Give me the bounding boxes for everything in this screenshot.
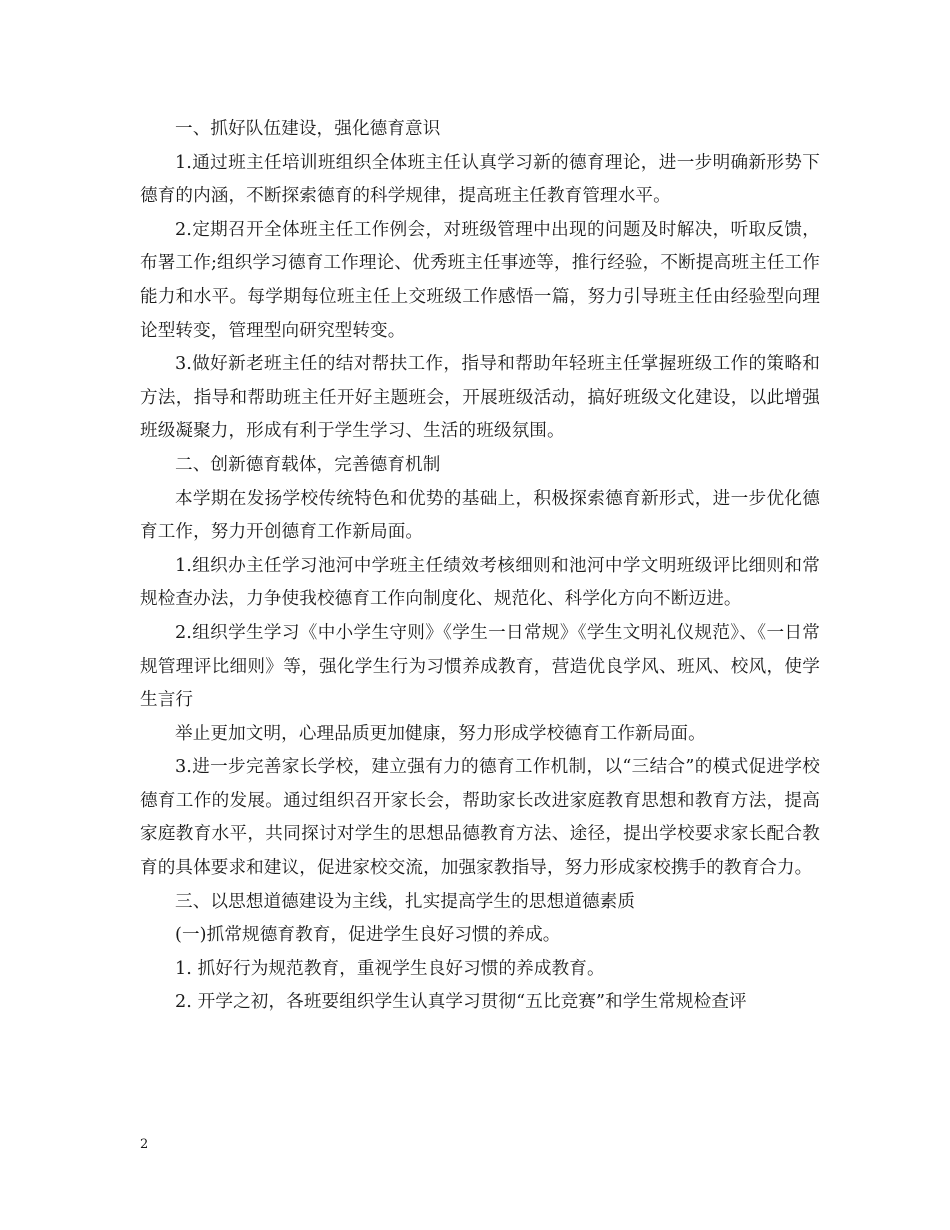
- paragraph-1-3: 3.做好新老班主任的结对帮扶工作，指导和帮助年轻班主任掌握班级工作的策略和方法，指导和帮助班主任开好主题班会，开展班级活动，搞好班级文化建设，以此增强班级凝聚力，形成有利于学生学习、生活的班级氛围。: [140, 354, 820, 442]
- paragraph-2-intro: 本学期在发扬学校传统特色和优势的基础上，积极探索德育新形式，进一步优化德育工作，努力开创德育工作新局面。: [140, 488, 820, 543]
- paragraph-1-2: 2.定期召开全体班主任工作例会，对班级管理中出现的问题及时解决，听取反馈，布署工作;组织学习德育工作理论、优秀班主任事迹等，推行经验，不断提高班主任工作能力和水平。每学期每位班主任上交班级工作感悟一篇，努力引导班主任由经验型向理论型转变，管理型向研究型转变。: [140, 219, 820, 341]
- paragraph-2-2-continued: 举止更加文明，心理品质更加健康，努力形成学校德育工作新局面。: [175, 723, 706, 744]
- paragraph-2-3: 3.进一步完善家长学校，建立强有力的德育工作机制，以“三结合”的模式促进学校德育工作的发展。通过组织召开家长会，帮助家长改进家庭教育思想和教育方法，提高家庭教育水平，共同探讨对学生的思想品德教育方法、途径，提出学校要求家长配合教育的具体要求和建议，促进家校交流，加强家教指导，努力形成家校携手的教育合力。: [140, 757, 820, 879]
- paragraph-3-1: 1. 抓好行为规范教育，重视学生良好习惯的养成教育。: [175, 958, 605, 979]
- paragraph-2-1: 1.组织办主任学习池河中学班主任绩效考核细则和池河中学文明班级评比细则和常规检查办法，力争使我校德育工作向制度化、规范化、科学化方向不断迈进。: [140, 555, 820, 610]
- page-number: 2: [140, 1137, 149, 1152]
- paragraph-2-2: 2.组织学生学习《中小学生守则》《学生一日常规》《学生文明礼仪规范》、《一日常规管理评比细则》等，强化学生行为习惯养成教育，营造优良学风、班风、校风，使学生言行: [140, 622, 820, 711]
- subsection-heading-3-1: (一)抓常规德育教育，促进学生良好习惯的养成。: [175, 925, 561, 946]
- paragraph-3-2: 2. 开学之初，各班要组织学生认真学习贯彻“五比竞赛”和学生常规检查评: [175, 992, 747, 1013]
- section-heading-3: 三、以思想道德建设为主线，扎实提高学生的思想道德素质: [175, 891, 636, 912]
- paragraph-1-1: 1.通过班主任培训班组织全体班主任认真学习新的德育理论，进一步明确新形势下德育的内涵，不断探索德育的科学规律，提高班主任教育管理水平。: [140, 152, 820, 207]
- section-heading-2: 二、创新德育载体，完善德育机制: [175, 454, 441, 475]
- section-heading-1: 一、抓好队伍建设，强化德育意识: [175, 119, 441, 139]
- document-body: [140, 113, 820, 1020]
